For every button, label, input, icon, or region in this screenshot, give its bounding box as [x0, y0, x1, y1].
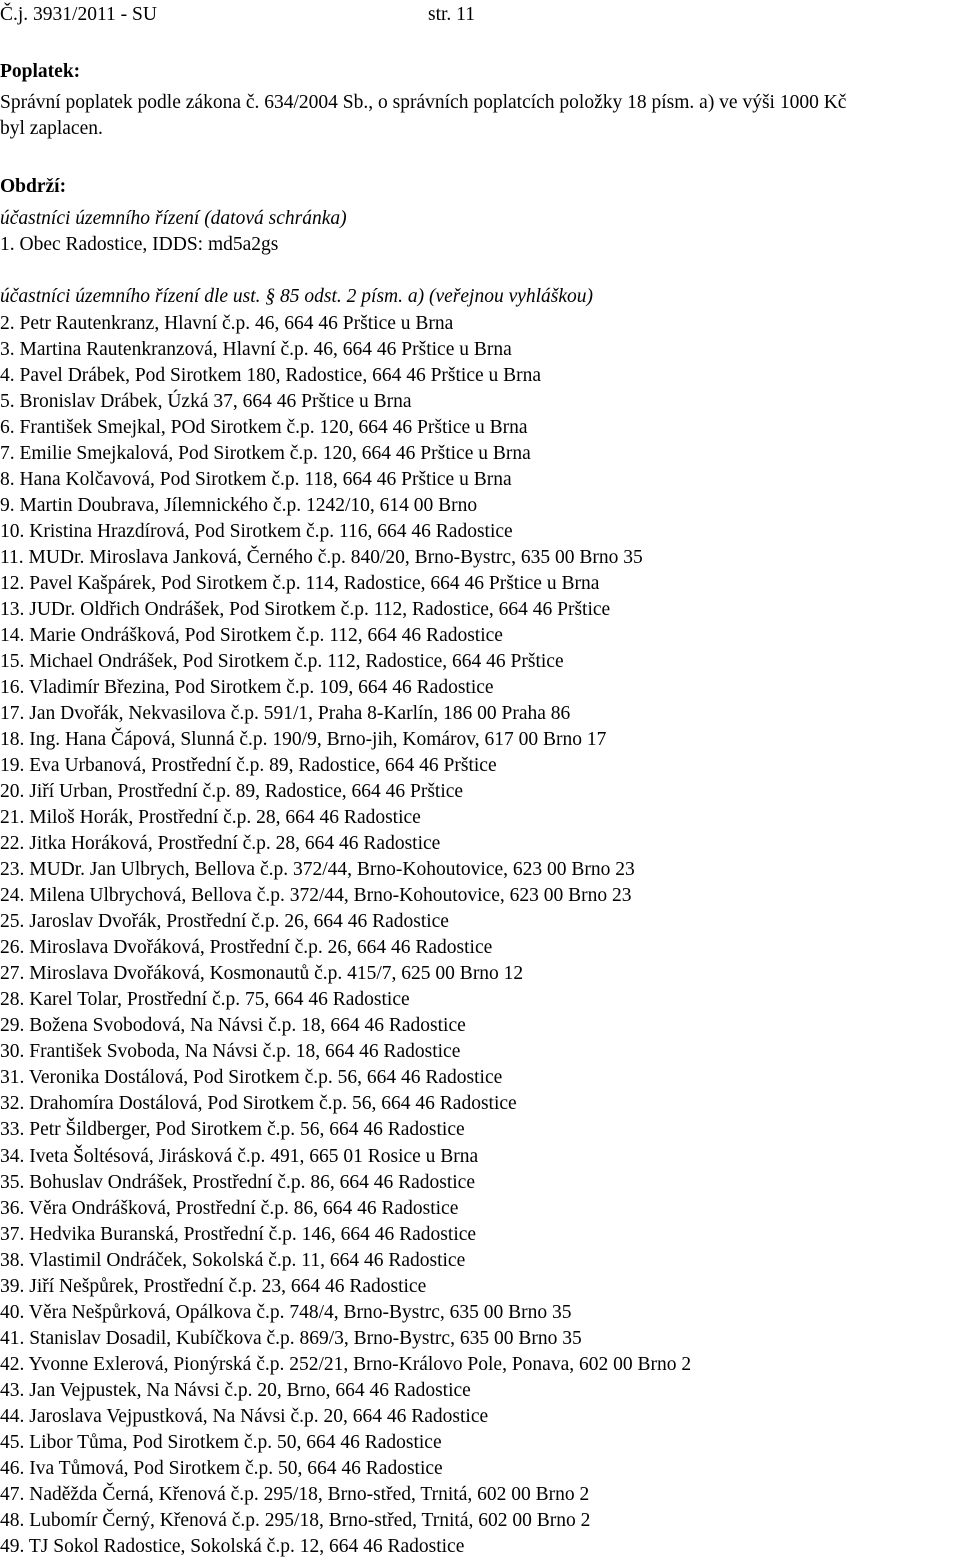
fee-text-line2: byl zaplacen. — [0, 118, 103, 139]
list-item: 28. Karel Tolar, Prostřední č.p. 75, 664 46 Radostice — [0, 989, 410, 1011]
list-item: 42. Yvonne Exlerová, Pionýrská č.p. 252/21, Brno-Královo Pole, Ponava, 602 00 Brno 2 — [0, 1353, 692, 1375]
list-item: 32. Drahomíra Dostálová, Pod Sirotkem č.p. 56, 664 46 Radostice — [0, 1093, 517, 1115]
list-item: 36. Věra Ondrášková, Prostřední č.p. 86, 664 46 Radostice — [0, 1197, 459, 1219]
page-header — [0, 2, 960, 28]
list-item: 17. Jan Dvořák, Nekvasilova č.p. 591/1, Praha 8-Karlín, 186 00 Praha 86 — [0, 703, 571, 725]
list-item: 10. Kristina Hrazdírová, Pod Sirotkem č.p. 116, 664 46 Radostice — [0, 521, 513, 543]
list-item: 26. Miroslava Dvořáková, Prostřední č.p. 26, 664 46 Radostice — [0, 937, 493, 959]
list-item: 24. Milena Ulbrychová, Bellova č.p. 372/44, Brno-Kohoutovice, 623 00 Brno 23 — [0, 885, 632, 907]
list-item: 2. Petr Rautenkranz, Hlavní č.p. 46, 664 46 Prštice u Brna — [0, 313, 454, 334]
list-item: 22. Jitka Horáková, Prostřední č.p. 28, 664 46 Radostice — [0, 833, 441, 855]
list-item: 16. Vladimír Březina, Pod Sirotkem č.p. 109, 664 46 Radostice — [0, 677, 494, 699]
group2-label: účastníci územního řízení dle ust. § 85 odst. 2 písm. a) (veřejnou vyhláškou) — [0, 286, 594, 307]
list-item: 23. MUDr. Jan Ulbrych, Bellova č.p. 372/44, Brno-Kohoutovice, 623 00 Brno 23 — [0, 859, 635, 881]
list-item: 39. Jiří Nešpůrek, Prostřední č.p. 23, 664 46 Radostice — [0, 1275, 427, 1297]
list-item: 45. Libor Tůma, Pod Sirotkem č.p. 50, 664 46 Radostice — [0, 1431, 442, 1453]
list-item: 37. Hedvika Buranská, Prostřední č.p. 146, 664 46 Radostice — [0, 1223, 477, 1245]
list-item: 20. Jiří Urban, Prostřední č.p. 89, Radostice, 664 46 Prštice — [0, 781, 464, 803]
list-item: 46. Iva Tůmová, Pod Sirotkem č.p. 50, 664 46 Radostice — [0, 1457, 443, 1479]
list-item: 38. Vlastimil Ondráček, Sokolská č.p. 11, 664 46 Radostice — [0, 1249, 466, 1271]
list-item: 25. Jaroslav Dvořák, Prostřední č.p. 26, 664 46 Radostice — [0, 911, 449, 933]
list-item: 21. Miloš Horák, Prostřední č.p. 28, 664 46 Radostice — [0, 807, 421, 829]
list-item: 8. Hana Kolčavová, Pod Sirotkem č.p. 118, 664 46 Prštice u Brna — [0, 469, 512, 491]
list-item: 5. Bronislav Drábek, Úzká 37, 664 46 Prštice u Brna — [0, 391, 412, 413]
list-item: 19. Eva Urbanová, Prostřední č.p. 89, Radostice, 664 46 Prštice — [0, 755, 497, 777]
list-item: 49. TJ Sokol Radostice, Sokolská č.p. 12, 664 46 Radostice — [0, 1535, 465, 1557]
group1-item: 1. Obec Radostice, IDDS: md5a2gs — [0, 234, 279, 255]
list-item: 3. Martina Rautenkranzová, Hlavní č.p. 46, 664 46 Prštice u Brna — [0, 339, 512, 361]
list-item: 9. Martin Doubrava, Jílemnického č.p. 1242/10, 614 00 Brno — [0, 495, 478, 517]
list-item: 41. Stanislav Dosadil, Kubíčkova č.p. 869/3, Brno-Bystrc, 635 00 Brno 35 — [0, 1327, 582, 1349]
fee-text-line1: Správní poplatek podle zákona č. 634/2004 Sb., o správních poplatcích položky 18 písm. a) ve výši 1000 Kč — [0, 92, 847, 113]
list-item: 4. Pavel Drábek, Pod Sirotkem 180, Radostice, 664 46 Prštice u Brna — [0, 365, 542, 387]
list-item: 34. Iveta Šoltésová, Jirásková č.p. 491, 665 01 Rosice u Brna — [0, 1145, 479, 1167]
list-item: 13. JUDr. Oldřich Ondrášek, Pod Sirotkem č.p. 112, Radostice, 664 46 Prštice — [0, 599, 611, 621]
list-item: 30. František Svoboda, Na Návsi č.p. 18, 664 46 Radostice — [0, 1041, 461, 1063]
group1-label: účastníci územního řízení (datová schránka) — [0, 208, 347, 229]
page-number: str. 11 — [428, 4, 475, 25]
list-item: 29. Božena Svobodová, Na Návsi č.p. 18, 664 46 Radostice — [0, 1015, 466, 1037]
list-item: 31. Veronika Dostálová, Pod Sirotkem č.p. 56, 664 46 Radostice — [0, 1067, 503, 1089]
list-item: 7. Emilie Smejkalová, Pod Sirotkem č.p. 120, 664 46 Prštice u Brna — [0, 443, 531, 465]
fee-heading: Poplatek: — [0, 61, 81, 82]
list-item: 14. Marie Ondrášková, Pod Sirotkem č.p. 112, 664 46 Radostice — [0, 625, 503, 647]
list-item: 43. Jan Vejpustek, Na Návsi č.p. 20, Brno, 664 46 Radostice — [0, 1379, 471, 1401]
list-item: 27. Miroslava Dvořáková, Kosmonautů č.p. 415/7, 625 00 Brno 12 — [0, 963, 524, 985]
list-item: 47. Naděžda Černá, Křenová č.p. 295/18, Brno-střed, Trnitá, 602 00 Brno 2 — [0, 1483, 590, 1505]
list-item: 33. Petr Šildberger, Pod Sirotkem č.p. 56, 664 46 Radostice — [0, 1119, 465, 1141]
list-item: 18. Ing. Hana Čápová, Slunná č.p. 190/9, Brno-jih, Komárov, 617 00 Brno 17 — [0, 729, 607, 751]
list-item: 15. Michael Ondrášek, Pod Sirotkem č.p. 112, Radostice, 664 46 Prštice — [0, 651, 564, 673]
reference-number: Č.j. 3931/2011 - SU — [0, 4, 157, 25]
recipient-list — [0, 311, 691, 1560]
list-item: 6. František Smejkal, POd Sirotkem č.p. 120, 664 46 Prštice u Brna — [0, 417, 528, 439]
list-item: 44. Jaroslava Vejpustková, Na Návsi č.p. 20, 664 46 Radostice — [0, 1405, 489, 1427]
list-item: 11. MUDr. Miroslava Janková, Černého č.p. 840/20, Brno-Bystrc, 635 00 Brno 35 — [0, 547, 643, 569]
list-item: 12. Pavel Kašpárek, Pod Sirotkem č.p. 114, Radostice, 664 46 Prštice u Brna — [0, 573, 600, 595]
list-item: 40. Věra Nešpůrková, Opálkova č.p. 748/4, Brno-Bystrc, 635 00 Brno 35 — [0, 1301, 572, 1323]
recipients-heading: Obdrží: — [0, 176, 67, 197]
list-item: 35. Bohuslav Ondrášek, Prostřední č.p. 86, 664 46 Radostice — [0, 1171, 475, 1193]
list-item: 48. Lubomír Černý, Křenová č.p. 295/18, Brno-střed, Trnitá, 602 00 Brno 2 — [0, 1509, 591, 1531]
